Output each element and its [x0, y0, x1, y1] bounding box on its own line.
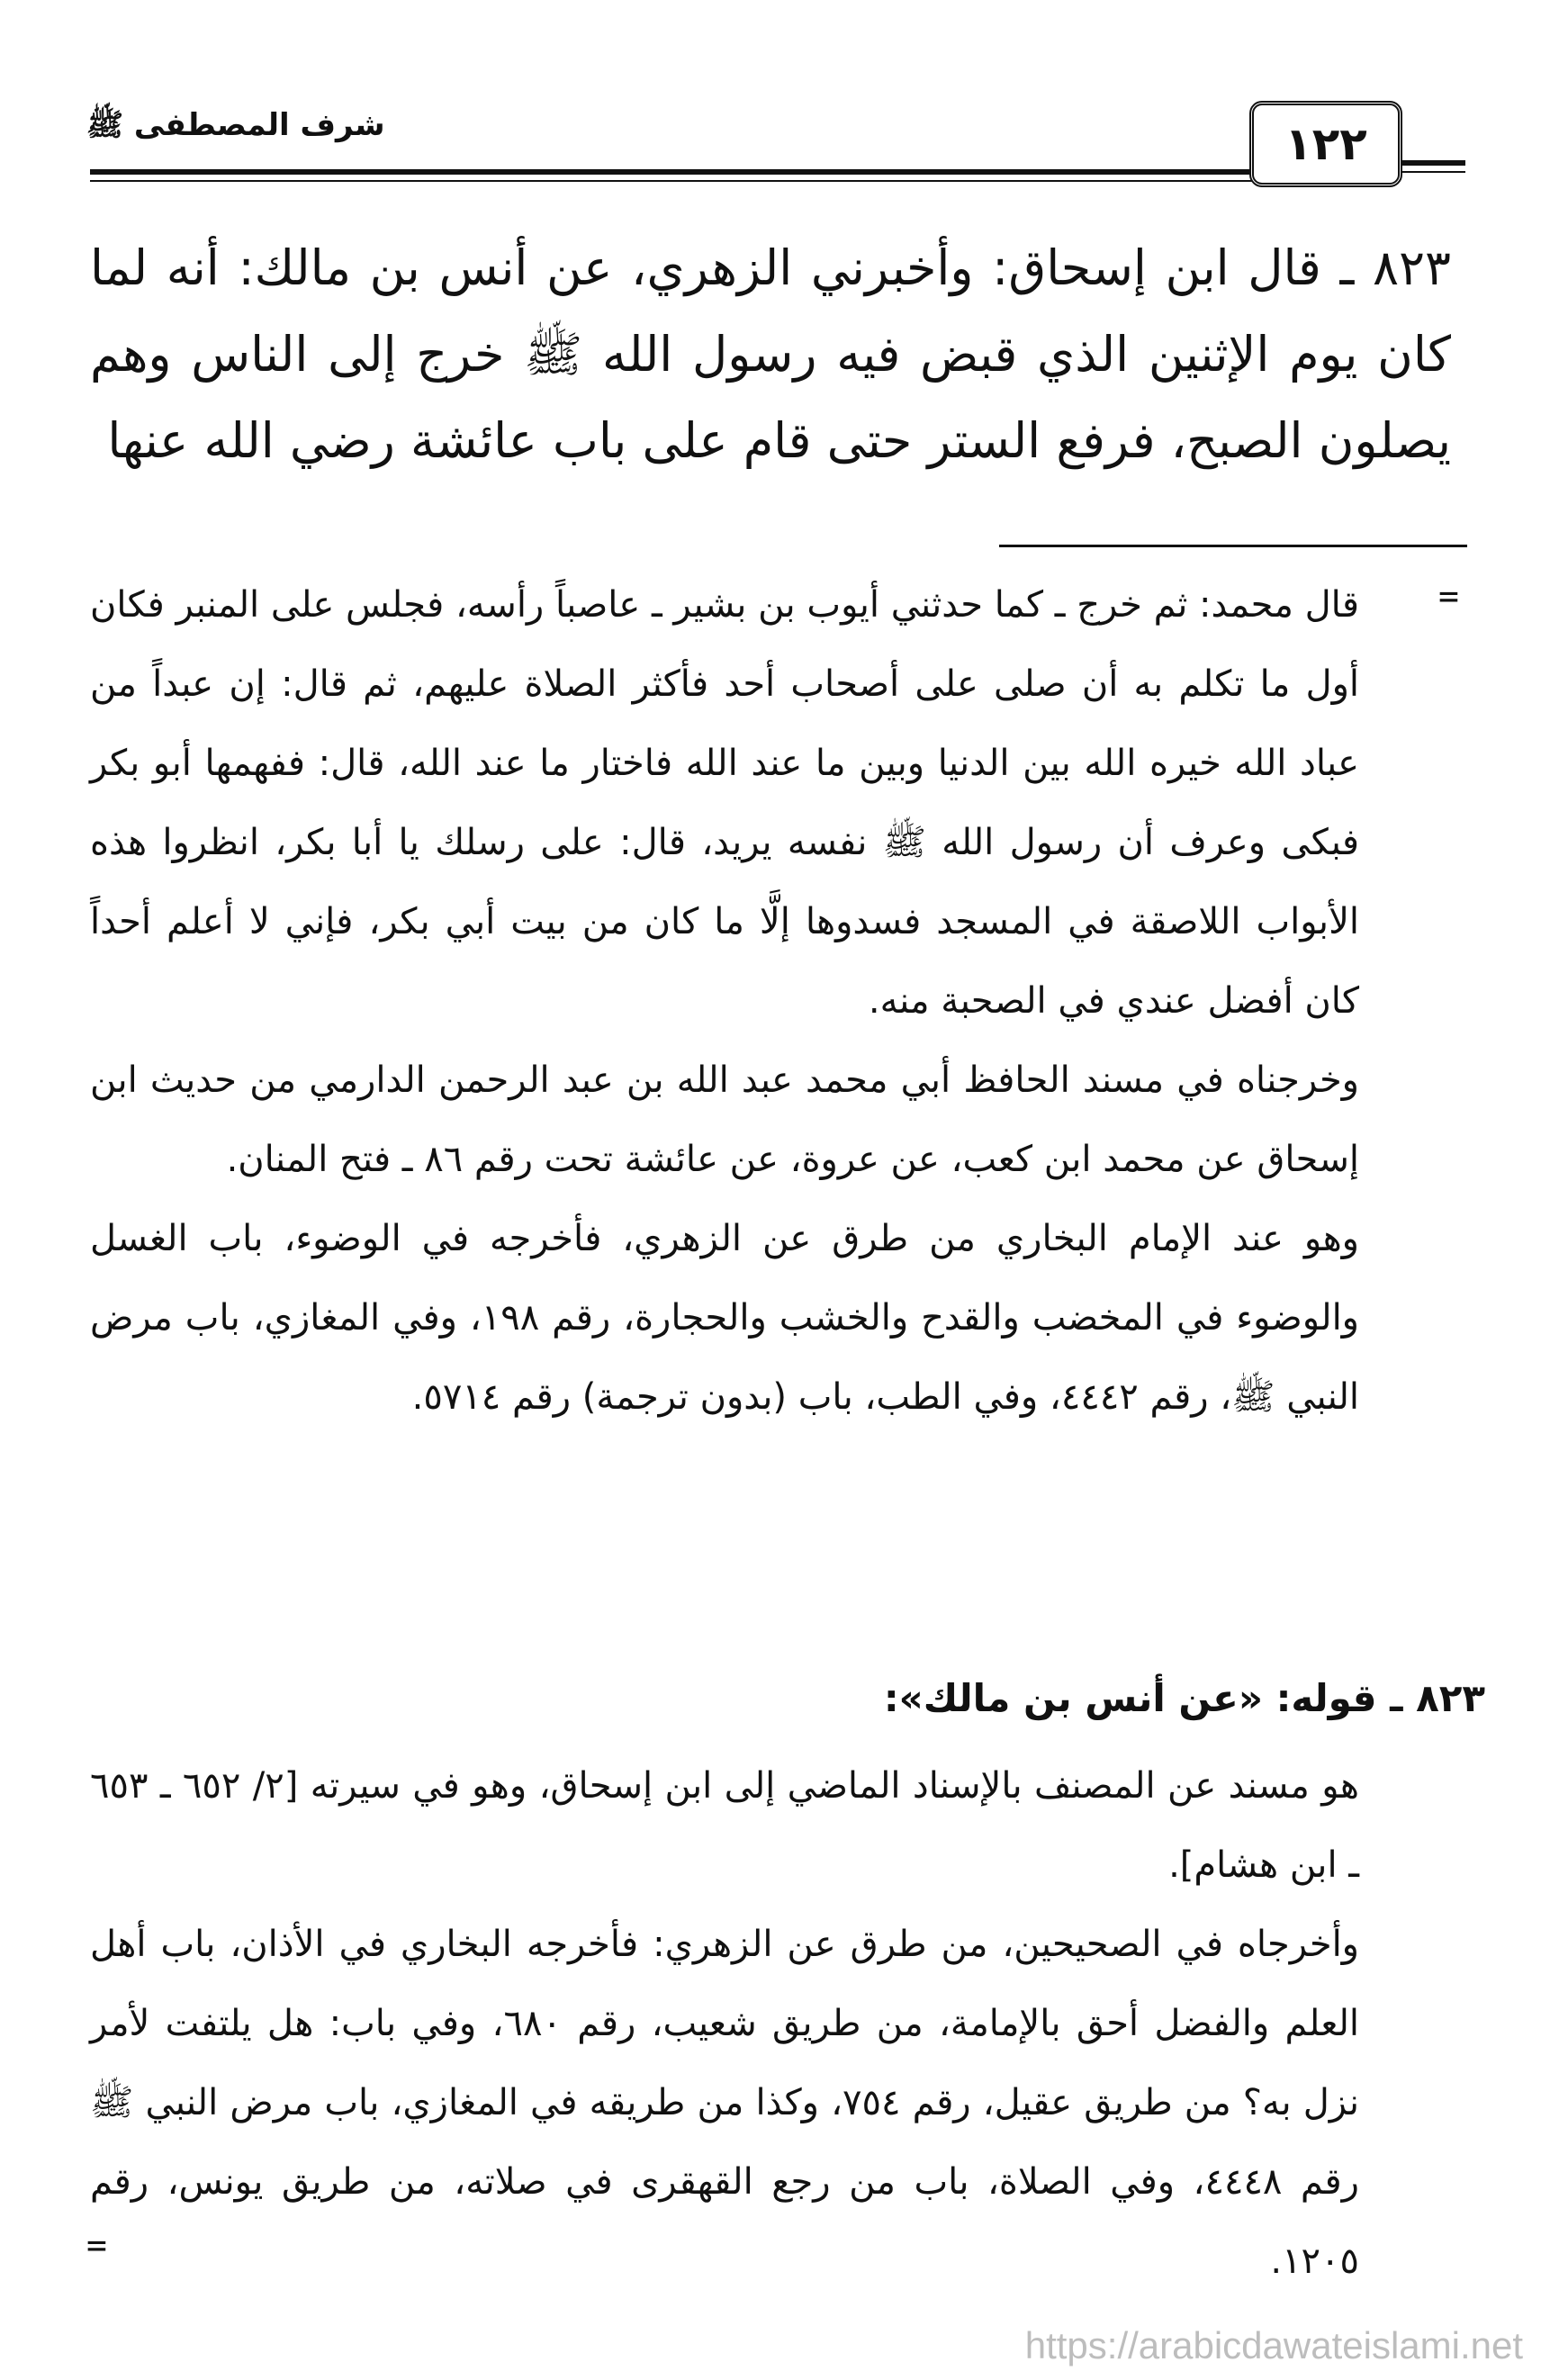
main-text: ٨٢٣ ـ قال ابن إسحاق: وأخبرني الزهري، عن أنس بن مالك: أنه لما كان يوم الإثنين الذي قبض فيه رسول الله ﷺ خرج إلى الناس وهم يصلون الصبح، فرفع الستر حتى قام على باب عائشة رضي الله عنها — [90, 239, 1451, 469]
footnote-paragraph: قال محمد: ثم خرج ـ كما حدثني أيوب بن بشير ـ عاصباً رأسه، فجلس على المنبر فكان أول ما تكلم به أن صلى على أصحاب أحد فأكثر الصلاة عليهم، ثم قال: إن عبداً من عباد الله خيره الله بين الدنيا وبين ما عند الله فاختار ما عند الله، قال: ففهمها أبو بكر فبكى وعرف أن رسول الله ﷺ نفسه يريد، قال: على رسلك يا أبا بكر، انظروا هذه الأبواب اللاصقة في المسجد فسدوها إلَّا ما كان من بيت أبي بكر، فإني لا أعلم أحداً كان أفضل عندي في الصحبة منه. — [90, 584, 1359, 1022]
footnote-block-2 — [90, 1746, 1359, 2301]
footnote-paragraph: هو مسند عن المصنف بالإسناد الماضي إلى ابن إسحاق، وهو في سيرته [٢/ ٦٥٢ ـ ٦٥٣ ـ ابن هشام]. — [90, 1765, 1359, 1886]
footnote-block-1 — [90, 565, 1359, 1437]
header-rule-thin — [90, 180, 1397, 182]
footnote-separator — [999, 545, 1467, 547]
page-number: ١٢٢ — [1249, 101, 1402, 187]
continuation-mark: = — [1438, 576, 1459, 616]
page-number-frame-line-thin — [1402, 171, 1465, 173]
footnote-paragraph: وهو عند الإمام البخاري من طرق عن الزهري، فأخرجه في الوضوء، باب الغسل والوضوء في المخضب والقدح والخشب والحجارة، رقم ١٩٨، وفي المغازي، باب مرض النبي ﷺ، رقم ٤٤٤٢، وفي الطب، باب (بدون ترجمة) رقم ٥٧١٤. — [90, 1218, 1359, 1418]
footnote-paragraph: وخرجناه في مسند الحافظ أبي محمد عبد الله بن عبد الرحمن الدارمي من حديث ابن إسحاق عن محمد ابن كعب، عن عروة، عن عائشة تحت رقم ٨٦ ـ فتح المنان. — [90, 1059, 1359, 1180]
watermark-url: https://arabicdawateislami.net — [1024, 2324, 1523, 2366]
footnote-paragraph: وأخرجاه في الصحيحين، من طرق عن الزهري: فأخرجه البخاري في الأذان، باب أهل العلم والفضل أحق بالإمامة، من طريق شعيب، رقم ٦٨٠، وفي باب: هل يلتفت لأمر نزل به؟ من طريق عقيل، رقم ٧٥٤، وكذا من طريقه في المغازي، باب مرض النبي ﷺ رقم ٤٤٤٨، وفي الصلاة، باب من رجع القهقرى في صلاته، من طريق يونس، رقم ١٢٠٥. — [90, 1924, 1360, 2282]
header-rule-thick — [90, 169, 1397, 175]
footnote-heading: ٨٢٣ ـ قوله: «عن أنس بن مالك»: — [883, 1676, 1485, 1720]
page-number-frame-line — [1402, 160, 1465, 166]
running-header-title: شرف المصطفى ﷺ — [86, 107, 385, 143]
end-continuation-mark: = — [86, 2225, 107, 2265]
